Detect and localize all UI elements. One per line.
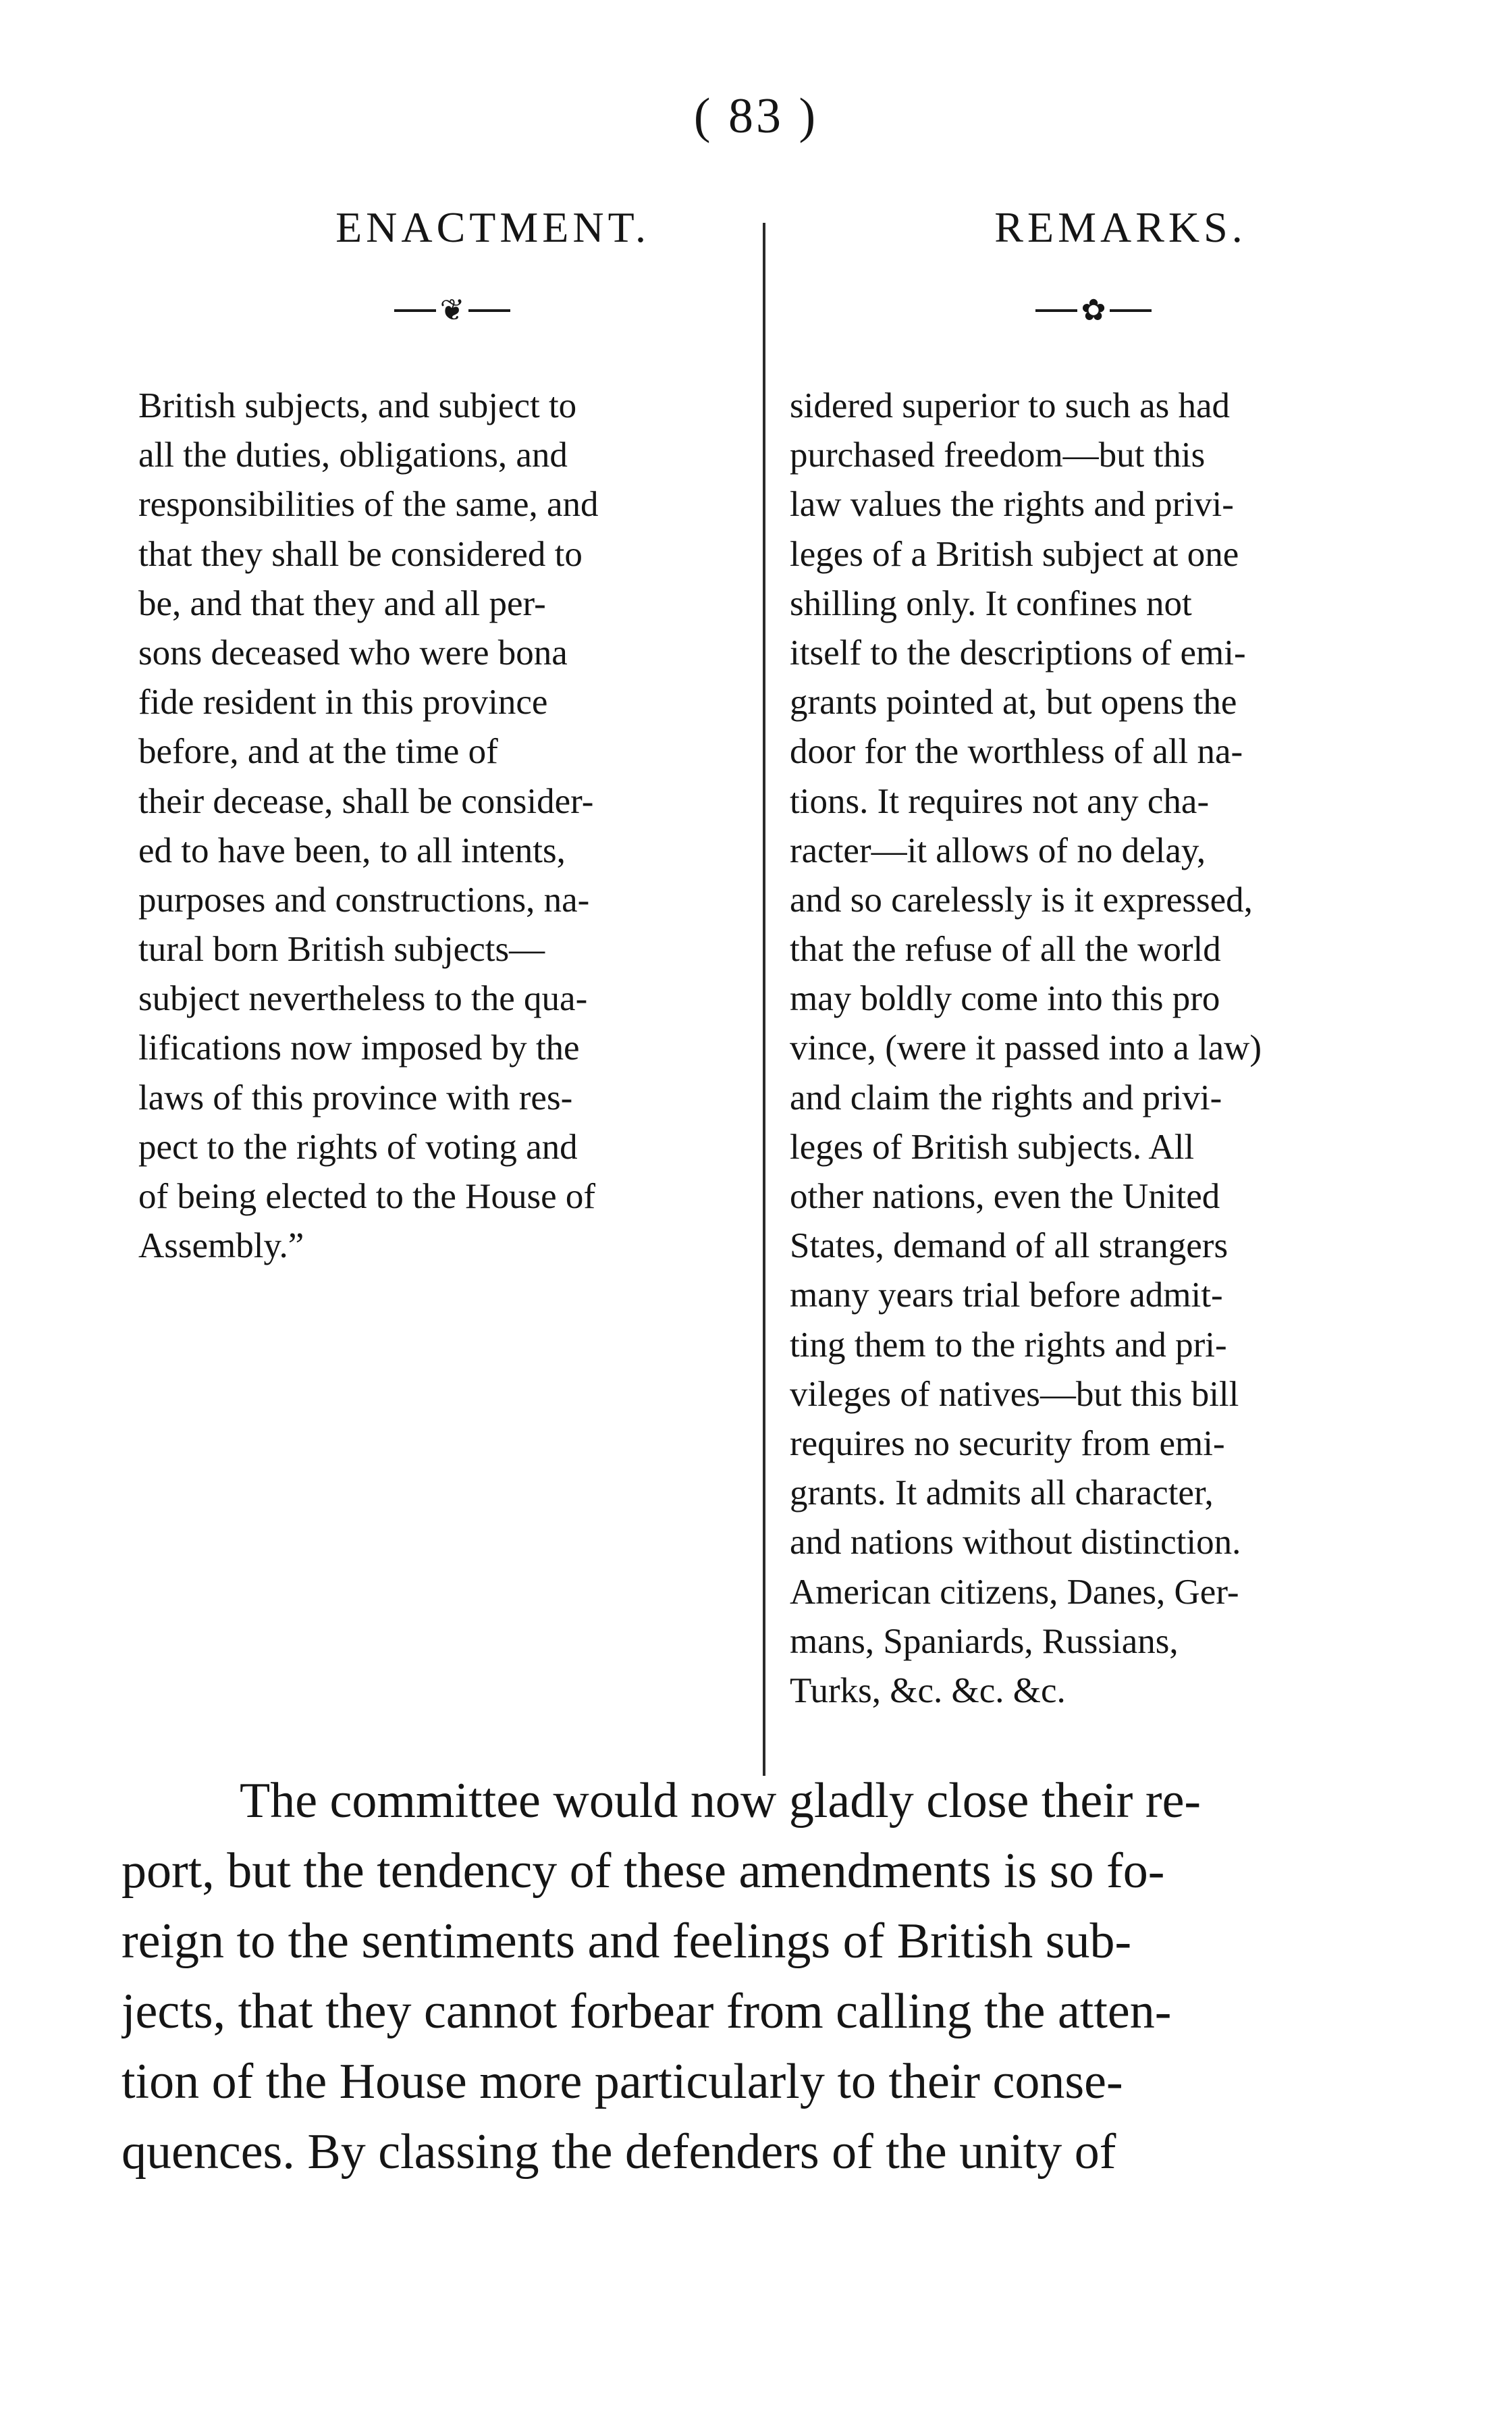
text-line: mans, Spaniards, Russians, bbox=[790, 1621, 1179, 1661]
enactment-text bbox=[138, 381, 739, 1271]
text-line: that the refuse of all the world bbox=[790, 930, 1221, 970]
text-line: Turks, &c. &c. &c. bbox=[790, 1670, 1066, 1710]
text-line: laws of this province with res- bbox=[138, 1078, 573, 1117]
text-line: jects, that they cannot forbear from calling the atten- bbox=[122, 1984, 1172, 2039]
text-line: purposes and constructions, na- bbox=[138, 880, 590, 920]
text-line: ed to have been, to all intents, bbox=[138, 831, 566, 870]
text-line: door for the worthless of all na- bbox=[790, 732, 1243, 772]
text-line: sons deceased who were bona bbox=[138, 633, 568, 673]
text-line: pect to the rights of voting and bbox=[138, 1127, 578, 1167]
text-line: tural born British subjects— bbox=[138, 930, 545, 970]
text-line: leges of a British subject at one bbox=[790, 534, 1239, 574]
text-line: itself to the descriptions of emi- bbox=[790, 633, 1246, 673]
fleuron-icon: ❦ bbox=[439, 294, 465, 327]
text-line: States, demand of all strangers bbox=[790, 1226, 1228, 1266]
column-divider bbox=[763, 223, 765, 1776]
text-line: The committee would now gladly close their re- bbox=[240, 1773, 1202, 1828]
text-line: purchased freedom—but this bbox=[790, 436, 1206, 475]
text-line: many years trial before admit- bbox=[790, 1275, 1223, 1315]
text-line: reign to the sentiments and feelings of British sub- bbox=[122, 1914, 1132, 1969]
text-line: leges of British subjects. All bbox=[790, 1127, 1195, 1167]
text-line: American citizens, Danes, Ger- bbox=[790, 1572, 1239, 1612]
ornament-rule bbox=[468, 309, 510, 312]
body-paragraph bbox=[122, 1766, 1390, 2187]
text-line: shilling only. It confines not bbox=[790, 583, 1192, 623]
text-line: sidered superior to such as had bbox=[790, 386, 1231, 425]
text-line: and nations without distinction. bbox=[790, 1523, 1241, 1562]
page-number: ( 83 ) bbox=[693, 88, 819, 144]
text-line: quences. By classing the defenders of the unity of bbox=[122, 2124, 1116, 2180]
text-line: lifications now imposed by the bbox=[138, 1028, 580, 1068]
text-line: subject nevertheless to the qua- bbox=[138, 979, 588, 1019]
text-line: and so carelessly is it expressed, bbox=[790, 880, 1253, 920]
enactment-heading: ENACTMENT. bbox=[335, 203, 650, 251]
ornament-rule bbox=[1035, 309, 1077, 312]
text-line: and claim the rights and privi- bbox=[790, 1078, 1222, 1117]
remarks-heading: REMARKS. bbox=[994, 203, 1247, 251]
text-line: ting them to the rights and pri- bbox=[790, 1325, 1227, 1365]
ornament-rule bbox=[1110, 309, 1152, 312]
text-line: port, but the tendency of these amendments is so fo- bbox=[122, 1843, 1165, 1899]
text-line: grants. It admits all character, bbox=[790, 1473, 1214, 1513]
text-line: law values the rights and privi- bbox=[790, 485, 1234, 525]
text-line: be, and that they and all per- bbox=[138, 583, 546, 623]
text-line: requires no security from emi- bbox=[790, 1423, 1225, 1463]
flower-icon: ✿ bbox=[1081, 294, 1106, 327]
text-line: vince, (were it passed into a law) bbox=[790, 1028, 1262, 1068]
remarks-ornament bbox=[1019, 294, 1168, 327]
text-line: other nations, even the United bbox=[790, 1177, 1220, 1216]
text-line: tions. It requires not any cha- bbox=[790, 781, 1210, 821]
text-line: Assembly.” bbox=[138, 1226, 304, 1266]
text-line: tion of the House more particularly to their conse- bbox=[122, 2054, 1123, 2109]
text-line: of being elected to the House of bbox=[138, 1177, 595, 1216]
text-line: grants pointed at, but opens the bbox=[790, 683, 1237, 722]
text-line: may boldly come into this pro bbox=[790, 979, 1220, 1019]
text-line: responsibilities of the same, and bbox=[138, 485, 599, 525]
text-line: that they shall be considered to bbox=[138, 534, 583, 574]
text-line: before, and at the time of bbox=[138, 732, 498, 772]
text-line: British subjects, and subject to bbox=[138, 386, 577, 425]
text-line: all the duties, obligations, and bbox=[138, 436, 568, 475]
text-line: their decease, shall be consider- bbox=[138, 781, 594, 821]
text-line: racter—it allows of no delay, bbox=[790, 831, 1206, 870]
enactment-ornament bbox=[378, 294, 526, 327]
text-line: vileges of natives—but this bill bbox=[790, 1374, 1239, 1414]
text-line: fide resident in this province bbox=[138, 683, 548, 722]
remarks-text bbox=[790, 381, 1384, 1716]
ornament-rule bbox=[394, 309, 436, 312]
